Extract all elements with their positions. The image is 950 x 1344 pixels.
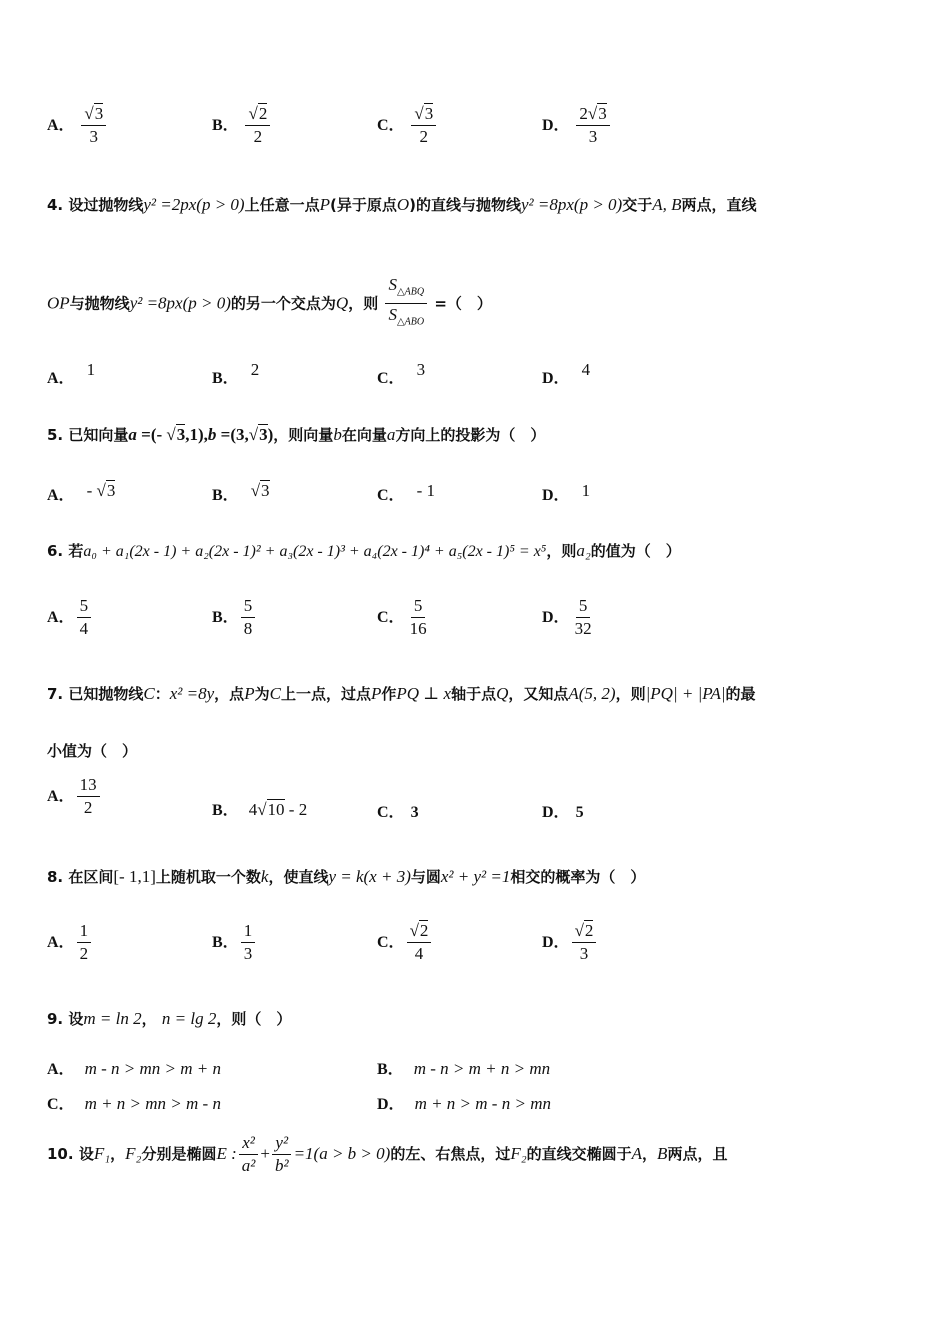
math: =(- bbox=[136, 425, 167, 444]
denominator: b² bbox=[274, 1156, 289, 1175]
option-label: B． bbox=[212, 934, 239, 951]
math: a₂ bbox=[576, 541, 591, 560]
math: ) bbox=[267, 425, 274, 444]
denominator: 3 bbox=[588, 127, 598, 146]
text: ： bbox=[154, 685, 170, 703]
prefix: - bbox=[86, 481, 97, 500]
math: x² =8y bbox=[169, 684, 215, 703]
math: x² + y² =1 bbox=[440, 867, 511, 886]
denominator: 32 bbox=[574, 619, 592, 638]
text: 的另一个交点为 bbox=[230, 294, 336, 313]
math-expression: a₀ + a₁(2x - 1) + a₂(2x - 1)² + a₃(2x - 1)³ + a₄(2x - 1)⁴ + a₅(2x - 1)⁵ = x⁵ bbox=[83, 543, 547, 560]
math: y² =2px(p > 0) bbox=[143, 195, 245, 214]
option-label: A． bbox=[47, 934, 75, 951]
q3-option-b bbox=[212, 103, 272, 148]
text: 的直线交椭圆于 bbox=[526, 1145, 632, 1163]
option-value: - 1 bbox=[416, 481, 435, 500]
text: 已知向量 bbox=[68, 426, 129, 444]
option-value: 1 bbox=[86, 360, 96, 379]
option-label: B． bbox=[212, 487, 239, 504]
text: 分别是椭圆 bbox=[141, 1145, 217, 1163]
vector: b bbox=[207, 425, 217, 444]
math: n = lg 2 bbox=[161, 1009, 217, 1028]
option-label: D． bbox=[542, 370, 570, 387]
option-value: 3 bbox=[410, 804, 419, 821]
q9-option-a bbox=[47, 1056, 221, 1079]
text: 相交的概率为（ ） bbox=[510, 868, 646, 886]
math: A(5, 2) bbox=[568, 684, 616, 703]
q9-option-c bbox=[47, 1091, 221, 1114]
option-label: A． bbox=[47, 370, 75, 387]
option-label: D． bbox=[542, 117, 570, 134]
question-6 bbox=[47, 540, 681, 561]
text: 与圆 bbox=[410, 868, 441, 886]
math: |PQ| + |PA| bbox=[645, 684, 726, 703]
denominator: 4 bbox=[79, 619, 89, 638]
text: =（ ） bbox=[434, 294, 492, 313]
q4-option-d bbox=[542, 360, 590, 388]
option-value: 2 bbox=[250, 360, 260, 379]
question-7-line-2 bbox=[47, 740, 137, 761]
q5-option-d bbox=[542, 481, 590, 505]
q4-option-b bbox=[212, 360, 259, 388]
denominator: 3 bbox=[89, 127, 99, 146]
q6-option-c bbox=[377, 595, 432, 640]
fraction bbox=[572, 595, 595, 640]
area-ratio-fraction bbox=[385, 274, 427, 334]
q7-option-b: B． 4√10 - 2 bbox=[212, 800, 308, 819]
text: ， bbox=[110, 1145, 126, 1163]
text: 若 bbox=[68, 542, 84, 560]
denominator: 16 bbox=[409, 619, 427, 638]
option-label: C． bbox=[377, 934, 405, 951]
text: ，则（ ） bbox=[216, 1010, 292, 1028]
coefficient: 4 bbox=[248, 800, 258, 819]
fraction: $\frac{√2}{4}$ bbox=[407, 920, 432, 965]
q8-option-b bbox=[212, 920, 257, 965]
q8-option-c bbox=[377, 920, 433, 965]
math: OP bbox=[47, 293, 70, 313]
fraction bbox=[241, 920, 256, 965]
math: a bbox=[386, 425, 396, 444]
fraction bbox=[77, 595, 92, 640]
q5-option-a: A． - √3 bbox=[47, 481, 116, 504]
text: )的直线与抛物线 bbox=[409, 196, 521, 214]
text: ，则向量 bbox=[273, 426, 334, 444]
question-number: 8. bbox=[47, 868, 64, 886]
fraction bbox=[239, 1132, 259, 1177]
question-number: 4. bbox=[47, 196, 64, 214]
question-8 bbox=[47, 866, 645, 887]
math: PQ ⊥ x bbox=[396, 684, 452, 703]
fraction bbox=[77, 920, 92, 965]
q3-option-d bbox=[542, 103, 612, 148]
question-10 bbox=[47, 1132, 727, 1177]
math: C bbox=[143, 684, 155, 703]
text: 上任意一点 bbox=[244, 196, 320, 214]
question-4-line-1 bbox=[47, 194, 757, 215]
q6-option-b bbox=[212, 595, 257, 640]
math: F₁ bbox=[93, 1144, 111, 1163]
question-5: 5. 已知向量a =(- √3,1),b =(3,√3)，则向量b在向量a方向上的投影为（ ） bbox=[47, 425, 546, 444]
radicand: 2 bbox=[419, 921, 429, 940]
text: 的值为（ ） bbox=[590, 542, 681, 560]
math: + bbox=[260, 1144, 270, 1163]
text: ，则 bbox=[348, 294, 379, 313]
q3-option-c bbox=[377, 103, 438, 148]
radicand: 3 bbox=[261, 481, 270, 500]
fraction bbox=[407, 595, 430, 640]
math: E : bbox=[216, 1144, 237, 1163]
math: O bbox=[396, 195, 410, 214]
math: P bbox=[319, 195, 330, 214]
radicand: 10 bbox=[267, 800, 285, 819]
option-label: B． bbox=[212, 802, 239, 819]
q8-option-d bbox=[542, 920, 598, 965]
option-label: C． bbox=[377, 804, 405, 821]
radicand: 3 bbox=[94, 104, 104, 123]
option-label: B． bbox=[212, 117, 239, 134]
question-number: 6. bbox=[47, 542, 64, 560]
option-value: m - n > mn > m + n bbox=[84, 1059, 221, 1078]
option-value: 5 bbox=[575, 804, 584, 821]
q7-option-d bbox=[542, 799, 584, 822]
suffix: - 2 bbox=[284, 800, 308, 819]
text: 在向量 bbox=[341, 426, 387, 444]
question-9 bbox=[47, 1008, 291, 1029]
math: y² =8px(p > 0) bbox=[129, 293, 231, 313]
option-value: m + n > mn > m - n bbox=[84, 1094, 221, 1113]
q5-option-c bbox=[377, 481, 435, 505]
numerator: 5 bbox=[77, 595, 92, 618]
q4-option-c bbox=[377, 360, 425, 388]
numerator: 1 bbox=[77, 920, 92, 943]
option-label: C． bbox=[377, 609, 405, 626]
text: 上随机取一个数 bbox=[155, 868, 261, 886]
option-label: C． bbox=[47, 1096, 75, 1113]
text: 为 bbox=[254, 685, 270, 703]
option-label: C． bbox=[377, 370, 405, 387]
coefficient: 2 bbox=[579, 104, 588, 123]
option-value: m - n > m + n > mn bbox=[413, 1059, 551, 1078]
radicand: 3 bbox=[598, 104, 607, 123]
option-label: C． bbox=[377, 117, 405, 134]
text: 两点，且 bbox=[667, 1145, 728, 1163]
fraction bbox=[272, 1132, 292, 1177]
denominator: 2 bbox=[83, 798, 93, 817]
q6-option-a bbox=[47, 595, 93, 640]
denominator: 4 bbox=[414, 944, 424, 963]
denominator: 3 bbox=[579, 944, 589, 963]
option-label: B． bbox=[212, 370, 239, 387]
q4-option-a bbox=[47, 360, 95, 388]
text: 已知抛物线 bbox=[68, 685, 144, 703]
q9-option-d bbox=[377, 1091, 551, 1114]
numerator: 5 bbox=[241, 595, 256, 618]
radicand: 3 bbox=[259, 425, 268, 444]
denominator: 2 bbox=[253, 127, 263, 146]
numerator: y² bbox=[272, 1132, 291, 1155]
text: 设过抛物线 bbox=[68, 196, 144, 214]
fraction: $\frac{√2}{2}$ bbox=[245, 103, 270, 148]
math: A bbox=[631, 1144, 643, 1163]
radicand: 3 bbox=[424, 104, 434, 123]
numerator: 1 bbox=[241, 920, 256, 943]
option-label: A． bbox=[47, 609, 75, 626]
math: P bbox=[370, 684, 382, 703]
text: 的左、右焦点，过 bbox=[390, 1145, 511, 1163]
option-label: A． bbox=[47, 1061, 75, 1078]
text: 设 bbox=[78, 1145, 94, 1163]
denominator: a² bbox=[241, 1156, 256, 1175]
text: (异于原点 bbox=[330, 196, 397, 214]
text: ，使直线 bbox=[268, 868, 329, 886]
math: b bbox=[333, 425, 342, 444]
option-label: D． bbox=[377, 1096, 405, 1113]
option-label: D． bbox=[542, 934, 570, 951]
q3-option-a bbox=[47, 103, 108, 148]
math: y = k(x + 3) bbox=[328, 867, 411, 886]
fraction bbox=[241, 595, 256, 640]
option-value: m + n > m - n > mn bbox=[414, 1094, 551, 1113]
math: k bbox=[260, 867, 269, 886]
fraction: $\frac{2√3}{3}$ bbox=[576, 103, 609, 148]
option-value: 4 bbox=[581, 360, 591, 379]
fraction: $\frac{√2}{3}$ bbox=[572, 920, 597, 965]
q6-option-d bbox=[542, 595, 597, 640]
denominator: 2 bbox=[79, 944, 89, 963]
radicand: 2 bbox=[258, 104, 268, 123]
math: F₂ bbox=[510, 1144, 527, 1163]
math: F₂ bbox=[125, 1144, 142, 1163]
q9-option-b bbox=[377, 1056, 550, 1079]
option-label: D． bbox=[542, 609, 570, 626]
math: C bbox=[269, 684, 281, 703]
math: y² =8px(p > 0) bbox=[521, 195, 623, 214]
option-label: B． bbox=[212, 609, 239, 626]
vector: a bbox=[128, 425, 137, 444]
text: 方向上的投影为（ ） bbox=[395, 426, 546, 444]
question-number: 10. bbox=[47, 1145, 74, 1163]
numerator: 5 bbox=[576, 595, 591, 618]
fraction: $\frac{√3}{3}$ bbox=[81, 103, 106, 148]
fraction bbox=[77, 774, 100, 819]
question-number: 9. bbox=[47, 1010, 64, 1028]
subscript: △ABQ bbox=[396, 286, 425, 298]
text: ，又知点 bbox=[508, 685, 569, 703]
math: A, B bbox=[652, 195, 682, 214]
denominator: 3 bbox=[243, 944, 253, 963]
text: 作 bbox=[381, 685, 397, 703]
math: Q bbox=[496, 684, 509, 703]
math: =1(a > b > 0) bbox=[293, 1144, 391, 1163]
option-label: A． bbox=[47, 788, 75, 805]
question-number: 7. bbox=[47, 685, 64, 703]
option-label: B． bbox=[377, 1061, 404, 1078]
text: ，则 bbox=[546, 542, 577, 560]
math: P bbox=[244, 684, 255, 703]
math: [- 1,1] bbox=[113, 867, 156, 886]
text: 设 bbox=[68, 1010, 84, 1028]
symbol: S bbox=[388, 275, 397, 294]
subscript: △ABO bbox=[396, 316, 425, 328]
q7-option-a bbox=[47, 774, 102, 819]
radicand: 3 bbox=[176, 425, 186, 444]
text: ， bbox=[642, 1145, 658, 1163]
question-number: 5. bbox=[47, 426, 64, 444]
text: 轴于点 bbox=[451, 685, 497, 703]
option-value: 3 bbox=[416, 360, 426, 379]
math: =(3, bbox=[216, 425, 249, 444]
text: 与抛物线 bbox=[69, 294, 130, 313]
math: m = ln 2 bbox=[83, 1009, 142, 1028]
question-4-line-2 bbox=[47, 274, 492, 334]
numerator: 5 bbox=[411, 595, 426, 618]
text: 小值为（ ） bbox=[47, 742, 138, 760]
denominator: 8 bbox=[243, 619, 253, 638]
text: 的最 bbox=[725, 685, 756, 703]
numerator: 13 bbox=[77, 774, 100, 797]
radicand: 2 bbox=[584, 921, 594, 940]
q5-option-b: B． √3 bbox=[212, 481, 270, 504]
symbol: S bbox=[388, 305, 397, 325]
option-label: A． bbox=[47, 117, 75, 134]
text: ，则 bbox=[615, 685, 646, 703]
radicand: 3 bbox=[106, 481, 116, 500]
math: ,1), bbox=[185, 425, 208, 444]
math: B bbox=[657, 1144, 668, 1163]
math: Q bbox=[335, 293, 349, 313]
option-label: D． bbox=[542, 487, 570, 504]
q8-option-a bbox=[47, 920, 93, 965]
text: 在区间 bbox=[68, 868, 114, 886]
text: 两点，直线 bbox=[681, 196, 757, 214]
text: 上一点，过点 bbox=[280, 685, 371, 703]
text: ， bbox=[141, 1010, 157, 1028]
option-value: 1 bbox=[581, 481, 591, 500]
text: ，点 bbox=[214, 685, 245, 703]
q7-option-c bbox=[377, 799, 419, 822]
fraction: $\frac{√3}{2}$ bbox=[411, 103, 436, 148]
option-label: D． bbox=[542, 804, 570, 821]
denominator: 2 bbox=[419, 127, 429, 146]
text: 交于 bbox=[622, 196, 653, 214]
numerator: x² bbox=[239, 1132, 258, 1155]
option-label: C． bbox=[377, 487, 405, 504]
question-7-line-1 bbox=[47, 683, 756, 704]
option-label: A． bbox=[47, 487, 75, 504]
